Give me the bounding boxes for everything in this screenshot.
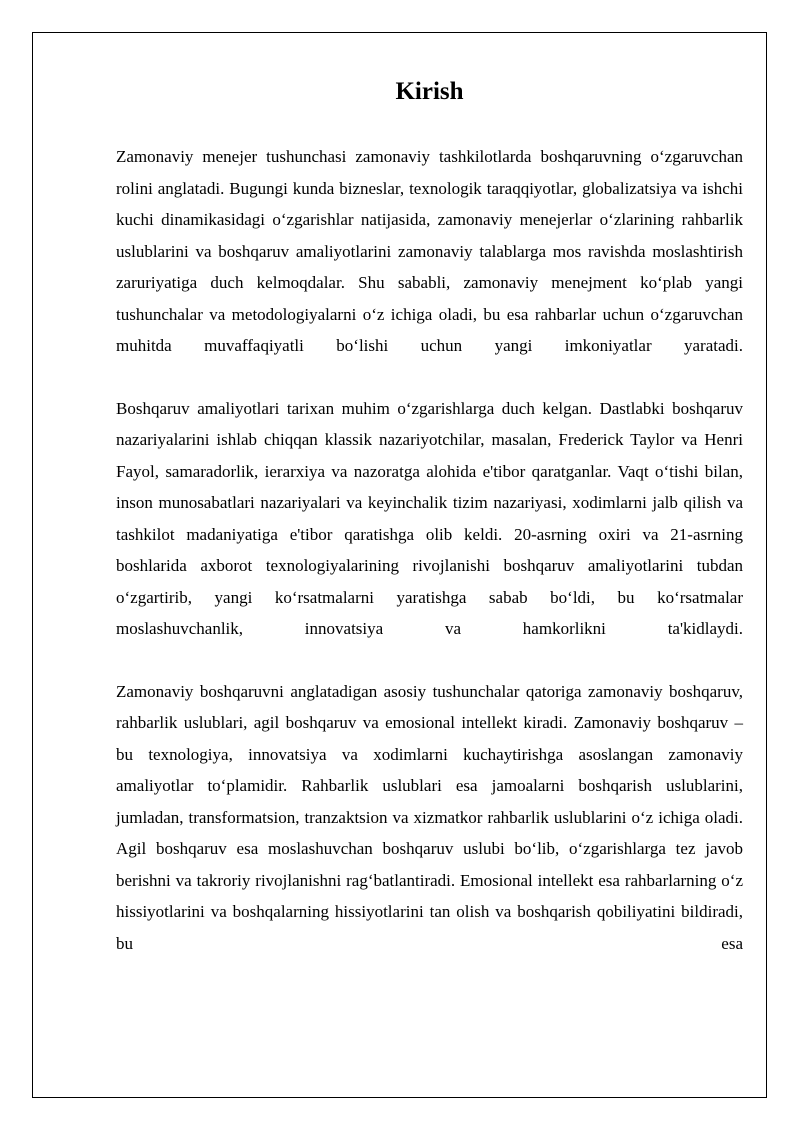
paragraph-1: Zamonaviy menejer tushunchasi zamonaviy tashkilotlarda boshqaruvning o‘zgaruvchan rolini anglatadi. Bugungi kunda bizneslar, texnologik taraqqiyotlar, globalizatsiya va ishchi kuchi dinamikasidagi o‘zgarishlar natijasida, zamonaviy menejerlar o‘zlarining rahbarlik uslublarini va boshqaruv amaliyotlarini zamonaviy talablarga mos ravishda moslashtirish zaruriyatiga duch kelmoqdalar. Shu sababli, zamonaviy menejment ko‘plab yangi tushunchalar va metodologiyalarni o‘z ichiga oladi, bu esa rahbarlar uchun o‘zgaruvchan muhitda muvaffaqiyatli bo‘lishi uchun yangi imkoniyatlar yaratadi. xyxy=(116,147,743,355)
paragraph-2: Boshqaruv amaliyotlari tarixan muhim o‘zgarishlarga duch kelgan. Dastlabki boshqaruv nazariyalarini ishlab chiqqan klassik nazariyotchilar, masalan, Frederick Taylor va Henri Fayol, samaradorlik, ierarxiya va nazoratga alohida e'tibor qaratganlar. Vaqt o‘tishi bilan, inson munosabatlari nazariyalari va keyinchalik tizim nazariyasi, xodimlarni jalb qilish va tashkilot madaniyatiga e'tibor qaratishga olib keldi. 20-asrning oxiri va 21-asrning boshlarida axborot texnologiyalarining rivojlanishi boshqaruv amaliyotlarini tubdan o‘zgartirib, yangi ko‘rsatmalarni yaratishga sabab bo‘ldi, bu ko‘rsatmalar moslashuvchanlik, innovatsiya va hamkorlikni ta'kidlaydi. xyxy=(116,398,743,638)
document-body xyxy=(116,74,743,959)
page-title: Kirish xyxy=(395,78,464,105)
paragraph-3: Zamonaviy boshqaruvni anglatadigan asosiy tushunchalar qatoriga zamonaviy boshqaruv, rahbarlik uslublari, agil boshqaruv va emosional intellekt kiradi. Zamonaviy boshqaruv – bu texnologiya, innovatsiya va xodimlarni kuchaytirishga asoslangan zamonaviy amaliyotlar to‘plamidir. Rahbarlik uslublari esa jamoalarni boshqarish uslublarini, jumladan, transformatsion, tranzaktsion va xizmatkor rahbarlik uslublarini o‘z ichiga oladi. Agil boshqaruv esa moslashuvchan boshqaruv uslubi bo‘lib, o‘zgarishlarga tez javob berishni va takroriy rivojlanishni rag‘batlantiradi. Emosional intellekt esa rahbarlarning o‘z hissiyotlarini va boshqalarning hissiyotlarini tan olish va boshqarish qobiliyatini bildiradi, bu esa xyxy=(116,681,743,953)
